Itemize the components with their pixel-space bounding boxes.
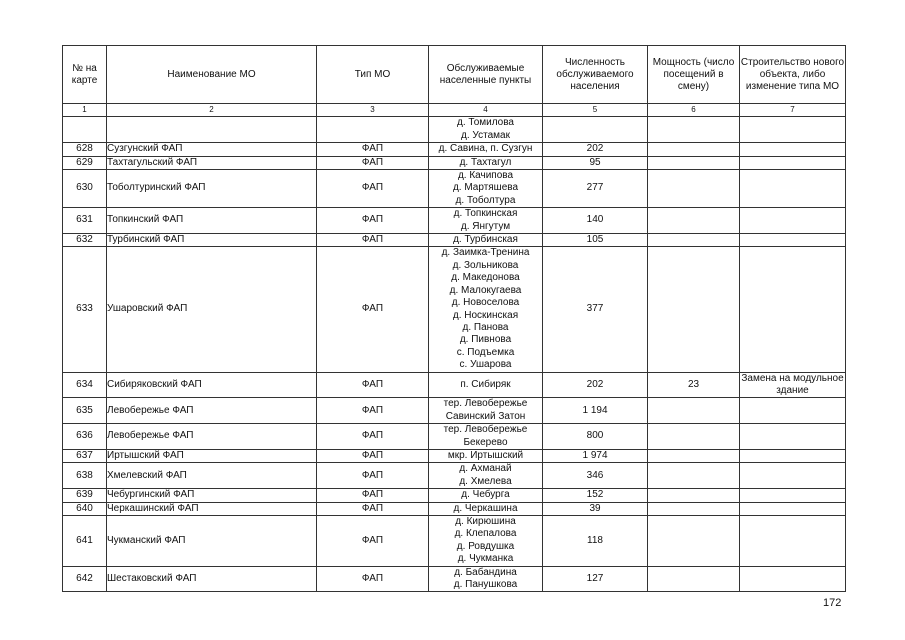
cell-mo-name: Тоболтуринский ФАП <box>107 170 317 208</box>
cell-population: 277 <box>543 170 648 208</box>
table-row <box>63 516 846 567</box>
table-row <box>63 372 846 398</box>
cell-map-number: 632 <box>63 234 107 247</box>
cell-map-number: 635 <box>63 398 107 424</box>
cell-capacity <box>648 247 740 372</box>
header-mo-name: Наименование МО <box>107 46 317 104</box>
cell-map-number: 630 <box>63 170 107 208</box>
settlement-name: д. Устамак <box>461 129 510 141</box>
cell-capacity <box>648 170 740 208</box>
cell-construction <box>740 566 846 592</box>
cell-capacity <box>648 566 740 592</box>
cell-settlements <box>429 516 543 567</box>
settlement-name: д. Бабандина <box>454 566 517 578</box>
cell-population: 202 <box>543 143 648 156</box>
cell-mo-name: Чукманский ФАП <box>107 516 317 567</box>
cell-population <box>543 117 648 143</box>
cell-construction <box>740 489 846 502</box>
cell-population: 1 974 <box>543 449 648 462</box>
settlement-name: д. Тахтагул <box>459 156 512 168</box>
table-row <box>63 449 846 462</box>
header-map-number: № на карте <box>63 46 107 104</box>
settlement-name: д. Топкинская <box>453 208 518 220</box>
header-row <box>63 46 846 104</box>
header-settlements: Обслуживаемые населенные пункты <box>429 46 543 104</box>
cell-mo-type: ФАП <box>317 449 429 462</box>
cell-mo-type: ФАП <box>317 398 429 424</box>
cell-mo-name: Сузгунский ФАП <box>107 143 317 156</box>
table-row <box>63 502 846 515</box>
cell-mo-type: ФАП <box>317 566 429 592</box>
settlement-name: тер. Левобережье <box>443 424 528 436</box>
cell-mo-type: ФАП <box>317 234 429 247</box>
cell-settlements <box>429 143 543 156</box>
cell-settlements <box>429 156 543 169</box>
cell-population: 39 <box>543 502 648 515</box>
cell-settlements <box>429 424 543 450</box>
cell-capacity <box>648 449 740 462</box>
cell-population: 140 <box>543 208 648 234</box>
settlement-name: д. Носкинская <box>452 309 519 321</box>
table-row <box>63 566 846 592</box>
settlement-name: д. Черкашина <box>453 502 518 514</box>
cell-mo-name: Шестаковский ФАП <box>107 566 317 592</box>
cell-construction <box>740 398 846 424</box>
cell-settlements <box>429 234 543 247</box>
table-row <box>63 247 846 372</box>
cell-settlements <box>429 208 543 234</box>
column-number: 6 <box>648 104 740 117</box>
cell-mo-type: ФАП <box>317 463 429 489</box>
cell-mo-type: ФАП <box>317 170 429 208</box>
cell-settlements <box>429 170 543 208</box>
table-row <box>63 463 846 489</box>
settlement-name: д. Хмелева <box>459 475 512 487</box>
settlement-name: д. Тоболтура <box>455 194 516 206</box>
cell-population: 377 <box>543 247 648 372</box>
cell-capacity <box>648 208 740 234</box>
settlement-name: д. Томилова <box>456 117 514 129</box>
settlement-name: д. Кирюшина <box>455 516 516 527</box>
table-row <box>63 117 846 143</box>
cell-population: 127 <box>543 566 648 592</box>
table-row <box>63 208 846 234</box>
cell-population: 118 <box>543 516 648 567</box>
cell-construction <box>740 156 846 169</box>
table-row <box>63 398 846 424</box>
cell-map-number <box>63 117 107 143</box>
cell-map-number: 642 <box>63 566 107 592</box>
header-population: Численность обслуживаемого населения <box>543 46 648 104</box>
cell-mo-type: ФАП <box>317 156 429 169</box>
cell-mo-type: ФАП <box>317 424 429 450</box>
cell-mo-name: Турбинский ФАП <box>107 234 317 247</box>
cell-mo-type: ФАП <box>317 516 429 567</box>
table-row <box>63 170 846 208</box>
cell-mo-name: Ушаровский ФАП <box>107 247 317 372</box>
cell-population: 152 <box>543 489 648 502</box>
cell-map-number: 631 <box>63 208 107 234</box>
cell-population: 105 <box>543 234 648 247</box>
cell-mo-type: ФАП <box>317 247 429 372</box>
header-construction: Строительство нового объекта, либо изменение типа МО <box>740 46 846 104</box>
column-number: 3 <box>317 104 429 117</box>
page-number: 172 <box>823 597 842 609</box>
cell-settlements <box>429 449 543 462</box>
cell-construction <box>740 117 846 143</box>
cell-mo-type: ФАП <box>317 502 429 515</box>
cell-construction <box>740 502 846 515</box>
column-number: 5 <box>543 104 648 117</box>
settlement-name: д. Качипова <box>457 170 514 182</box>
cell-mo-name: Чебургинский ФАП <box>107 489 317 502</box>
settlement-name: с. Ушарова <box>459 359 512 371</box>
cell-capacity <box>648 234 740 247</box>
cell-population: 346 <box>543 463 648 489</box>
column-number-row <box>63 104 846 117</box>
cell-construction: Замена на модульное здание <box>741 372 844 396</box>
settlement-name: д. Савина, п. Сузгун <box>438 143 533 155</box>
settlement-name: д. Панушкова <box>453 579 518 591</box>
cell-map-number: 637 <box>63 449 107 462</box>
cell-construction <box>740 516 846 567</box>
settlement-name: д. Турбинская <box>453 234 518 246</box>
cell-mo-type: ФАП <box>317 372 429 398</box>
cell-mo-name: Хмелевский ФАП <box>107 463 317 489</box>
column-number: 4 <box>429 104 543 117</box>
cell-construction <box>740 143 846 156</box>
column-number: 2 <box>107 104 317 117</box>
cell-settlements <box>429 117 543 143</box>
cell-capacity <box>648 489 740 502</box>
settlement-name: д. Ахманай <box>459 463 512 475</box>
settlement-name: д. Зольникова <box>452 259 519 271</box>
cell-settlements <box>429 502 543 515</box>
settlement-name: д. Заимка-Тренина <box>441 247 530 259</box>
cell-capacity <box>648 143 740 156</box>
cell-settlements <box>429 463 543 489</box>
settlement-name: д. Малокугаева <box>449 284 522 296</box>
settlement-name: д. Янгутум <box>460 220 511 232</box>
cell-construction <box>740 234 846 247</box>
cell-mo-type: ФАП <box>317 208 429 234</box>
cell-map-number: 629 <box>63 156 107 169</box>
column-number: 7 <box>740 104 846 117</box>
cell-population: 1 194 <box>543 398 648 424</box>
cell-mo-name: Черкашинский ФАП <box>107 502 317 515</box>
settlement-name: п. Сибиряк <box>460 378 511 390</box>
cell-map-number: 640 <box>63 502 107 515</box>
column-number: 1 <box>63 104 107 117</box>
cell-mo-name <box>107 117 317 143</box>
cell-map-number: 639 <box>63 489 107 502</box>
cell-mo-type <box>317 117 429 143</box>
table-body <box>63 117 846 592</box>
cell-capacity <box>648 463 740 489</box>
header-capacity: Мощность (число посещений в смену) <box>648 46 740 104</box>
cell-map-number: 634 <box>63 372 107 398</box>
cell-map-number: 636 <box>63 424 107 450</box>
settlement-name: д. Македонова <box>451 272 520 284</box>
cell-map-number: 638 <box>63 463 107 489</box>
table-row <box>63 234 846 247</box>
cell-capacity: 23 <box>648 372 740 398</box>
cell-capacity <box>648 516 740 567</box>
cell-mo-name: Левобережье ФАП <box>107 424 317 450</box>
cell-population: 800 <box>543 424 648 450</box>
table-row <box>63 489 846 502</box>
settlement-name: Савинский Затон <box>445 410 526 422</box>
cell-construction <box>740 449 846 462</box>
settlement-name: Бекерево <box>463 436 508 448</box>
table-row <box>63 143 846 156</box>
cell-population: 202 <box>543 372 648 398</box>
cell-map-number: 641 <box>63 516 107 567</box>
cell-mo-type: ФАП <box>317 489 429 502</box>
cell-population: 95 <box>543 156 648 169</box>
settlement-name: с. Подъемка <box>456 346 515 358</box>
cell-capacity <box>648 398 740 424</box>
cell-construction <box>740 170 846 208</box>
settlement-name: мкр. Иртышский <box>447 449 524 461</box>
cell-settlements <box>429 489 543 502</box>
table-row <box>63 424 846 450</box>
settlement-name: д. Клепалова <box>454 528 517 540</box>
settlement-name: д. Пивнова <box>459 334 512 346</box>
table-row <box>63 156 846 169</box>
cell-construction <box>740 208 846 234</box>
cell-settlements <box>429 566 543 592</box>
cell-mo-name: Сибиряковский ФАП <box>107 372 317 398</box>
settlement-name: тер. Левобережье <box>443 398 528 410</box>
cell-settlements <box>429 398 543 424</box>
cell-settlements <box>429 372 543 398</box>
cell-construction <box>740 424 846 450</box>
cell-map-number: 633 <box>63 247 107 372</box>
cell-capacity <box>648 117 740 143</box>
settlement-name: д. Мартяшева <box>452 182 519 194</box>
cell-capacity <box>648 424 740 450</box>
cell-mo-name: Тахтагульский ФАП <box>107 156 317 169</box>
cell-mo-name: Топкинский ФАП <box>107 208 317 234</box>
cell-mo-name: Иртышский ФАП <box>107 449 317 462</box>
cell-construction <box>740 247 846 372</box>
settlement-name: д. Новоселова <box>451 297 520 309</box>
header-mo-type: Тип МО <box>317 46 429 104</box>
cell-map-number: 628 <box>63 143 107 156</box>
cell-capacity <box>648 156 740 169</box>
cell-settlements <box>429 247 543 372</box>
settlement-name: д. Панова <box>462 321 509 333</box>
settlement-name: д. Чукманка <box>457 553 514 565</box>
cell-mo-type: ФАП <box>317 143 429 156</box>
cell-mo-name: Левобережье ФАП <box>107 398 317 424</box>
cell-capacity <box>648 502 740 515</box>
facilities-table <box>62 45 846 592</box>
settlement-name: д. Чебурга <box>461 489 510 501</box>
cell-construction <box>740 463 846 489</box>
settlement-name: д. Ровдушка <box>456 540 515 552</box>
